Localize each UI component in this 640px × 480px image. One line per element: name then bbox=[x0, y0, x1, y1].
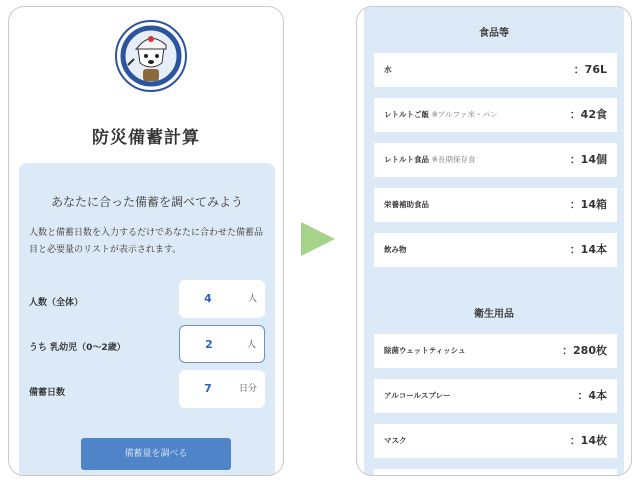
people-total-value[interactable]: 4 bbox=[204, 292, 212, 305]
input-form bbox=[19, 163, 275, 476]
page-title: 防災備蓄計算 bbox=[92, 128, 200, 148]
food-section-title: 食品等 bbox=[479, 28, 509, 39]
arrow-right-icon bbox=[301, 222, 335, 256]
item-name: マスク bbox=[384, 436, 407, 445]
result-item bbox=[374, 53, 617, 87]
item-quantity: ：14本 bbox=[569, 243, 607, 256]
result-item bbox=[374, 98, 617, 132]
calculator-screen bbox=[8, 6, 284, 476]
form-description: 人数と備蓄日数を入力するだけであなたに合わせた備蓄品目と必要量のリストが表示されます。 bbox=[29, 228, 264, 255]
item-name: 除菌ウェットティッシュ bbox=[384, 346, 466, 355]
item-name: レトルトご飯 bbox=[384, 110, 429, 119]
result-item bbox=[374, 424, 617, 458]
people-total-unit: 人 bbox=[247, 294, 257, 304]
item-name: レトルト食品 bbox=[384, 155, 429, 164]
item-quantity: ：42食 bbox=[569, 108, 607, 121]
item-quantity: ：76L bbox=[573, 63, 607, 76]
item-note: ※アルファ米・パン bbox=[431, 110, 498, 119]
result-item bbox=[374, 143, 617, 177]
hygiene-section-title: 衛生用品 bbox=[474, 309, 514, 320]
item-quantity: ：14個 bbox=[569, 153, 607, 166]
calculate-button[interactable]: 備蓄量を調べる bbox=[81, 438, 231, 470]
result-item bbox=[374, 334, 617, 368]
item-name: 飲み物 bbox=[384, 245, 407, 254]
form-heading: あなたに合った備蓄を調べてみよう bbox=[50, 195, 243, 209]
result-item bbox=[374, 233, 617, 267]
item-note: ※長期保存食 bbox=[431, 155, 476, 164]
results-list bbox=[364, 7, 624, 476]
infants-label: うち 乳幼児（0〜2歳） bbox=[29, 343, 126, 353]
people-total-field[interactable] bbox=[179, 280, 265, 318]
stock-days-field[interactable] bbox=[179, 370, 265, 408]
item-quantity: ：14枚 bbox=[569, 434, 607, 447]
item-quantity: ：4本 bbox=[577, 389, 607, 402]
item-name: 栄養補助食品 bbox=[384, 200, 429, 209]
item-quantity: ：280枚 bbox=[562, 344, 607, 357]
infants-value[interactable]: 2 bbox=[205, 338, 213, 351]
infants-unit: 人 bbox=[246, 340, 256, 350]
infants-field[interactable] bbox=[179, 325, 265, 363]
stock-days-unit: 日分 bbox=[238, 384, 257, 394]
result-item bbox=[374, 188, 617, 222]
mascot-logo bbox=[114, 19, 188, 93]
item-name: 水 bbox=[384, 65, 392, 74]
people-total-label: 人数（全体） bbox=[29, 298, 84, 308]
stock-days-value[interactable]: 7 bbox=[204, 382, 212, 395]
results-screen bbox=[356, 6, 632, 476]
item-quantity: ：14箱 bbox=[569, 198, 607, 211]
item-name: アルコールスプレー bbox=[384, 391, 451, 400]
stock-days-label: 備蓄日数 bbox=[29, 388, 66, 398]
result-item bbox=[374, 379, 617, 413]
result-item-partial bbox=[374, 469, 617, 476]
